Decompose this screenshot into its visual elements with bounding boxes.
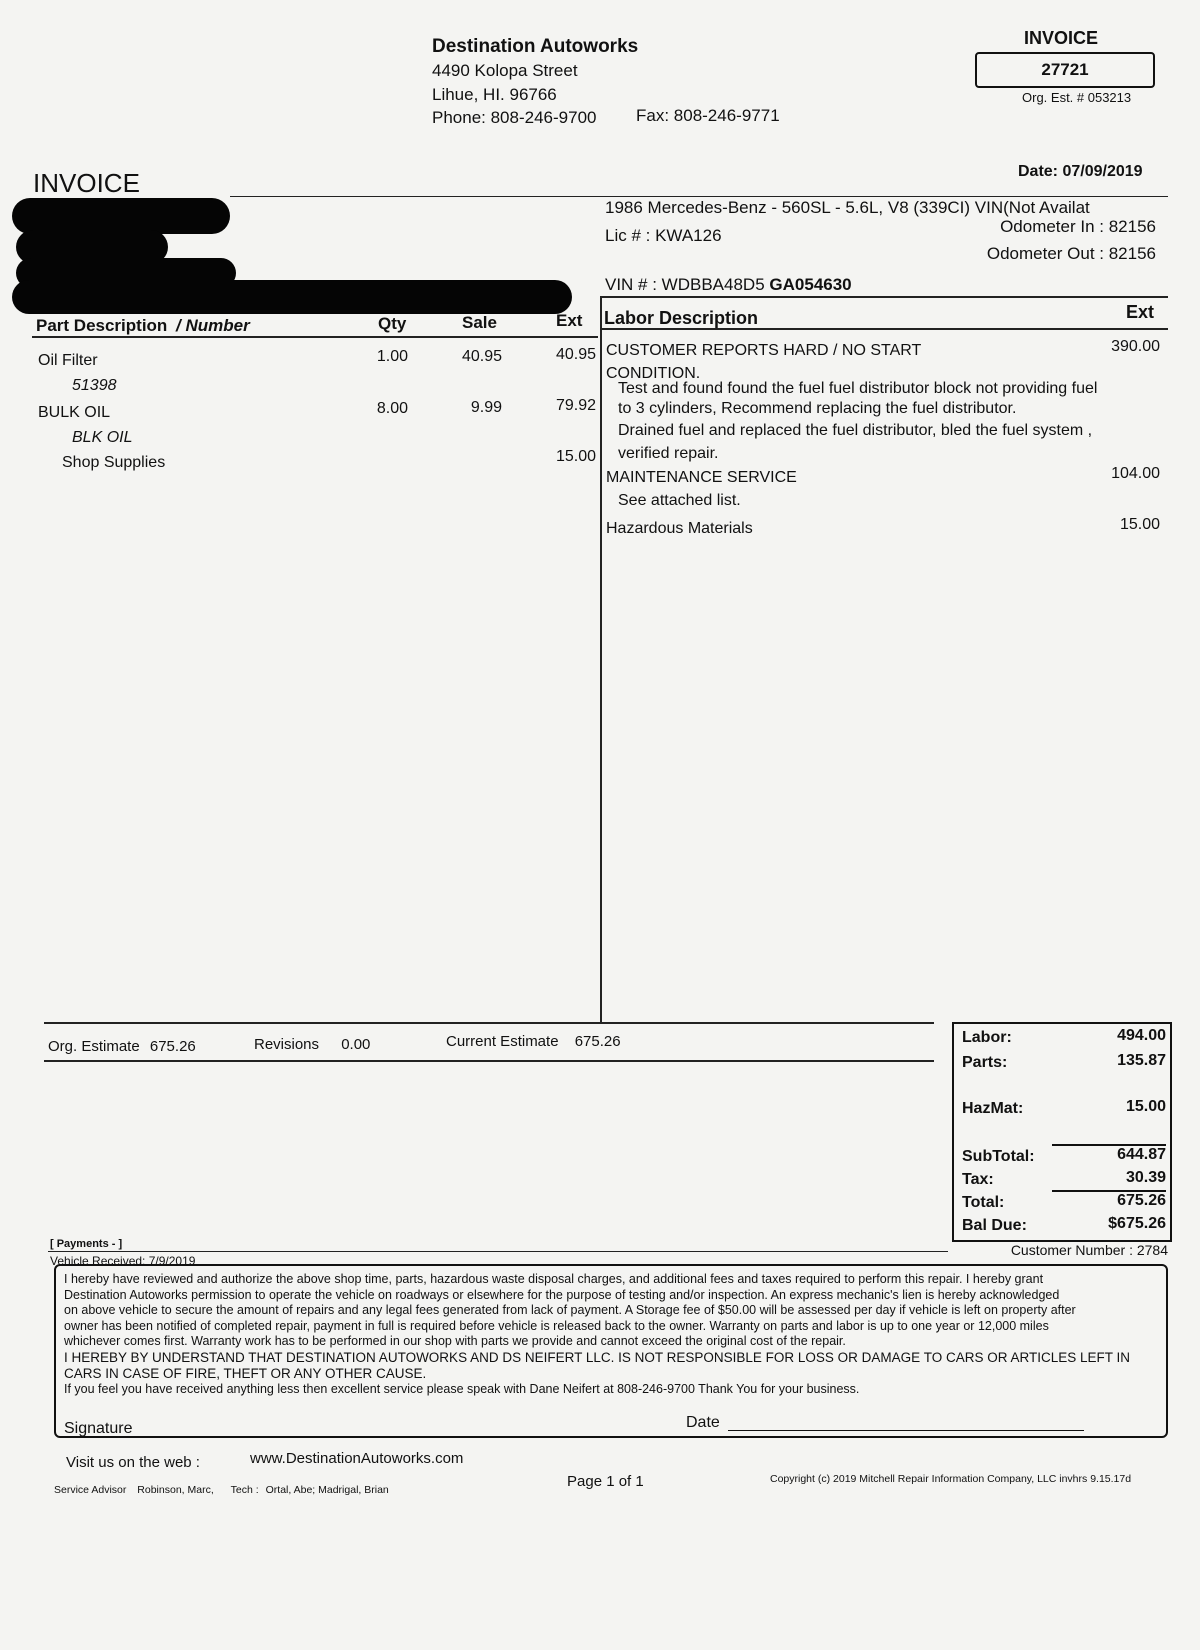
authorization-box <box>54 1264 1168 1438</box>
legal-service-line: If you feel you have received anything less then excellent service please speak with Dane Neifert at 808-246-9700 Thank You for your business. <box>64 1381 860 1396</box>
service-advisor-label: Service Advisor <box>54 1484 127 1496</box>
vin-suffix: GA054630 <box>769 275 852 294</box>
vehicle-received: Vehicle Received: 7/9/2019 <box>50 1254 196 1268</box>
hazmat-value: 15.00 <box>1125 1098 1166 1115</box>
copyright: Copyright (c) 2019 Mitchell Repair Information Company, LLC invhrs 9.15.17d <box>770 1473 1132 1485</box>
parts-total-value: 135.87 <box>1117 1052 1166 1069</box>
part-qty: 8.00 <box>376 400 408 417</box>
org-est-number: Org. Est. # 053213 <box>1022 90 1132 105</box>
labor-title: CUSTOMER REPORTS HARD / NO START <box>606 342 922 359</box>
redaction-bar <box>12 280 572 314</box>
company-phone: Phone: 808-246-9700 <box>432 108 597 127</box>
vehicle-description: 1986 Mercedes-Benz - 560SL - 5.6L, V8 (339CI) VIN(Not Availat <box>605 198 1090 217</box>
legal-line: I hereby have reviewed and authorize the above shop time, parts, hazardous waste disposal charges, and additional fees and taxes required to perform this repair. I hereby grant <box>64 1272 1044 1286</box>
labor-line: Test and found found the fuel fuel distributor block not providing fuel <box>618 380 1098 397</box>
parts-header-rule <box>32 336 598 338</box>
legal-text <box>64 1272 1160 1397</box>
estimate-bottom-rule <box>44 1060 934 1062</box>
redaction-bar <box>12 198 230 234</box>
revisions-label: Revisions <box>254 1036 320 1053</box>
part-ext: 40.95 <box>555 346 596 363</box>
subtotal-value: 644.87 <box>1117 1146 1166 1163</box>
odometer-out: Odometer Out : 82156 <box>986 244 1156 263</box>
part-name: BULK OIL <box>38 404 111 421</box>
signature-label: Signature <box>64 1420 133 1437</box>
labor-title: MAINTENANCE SERVICE <box>606 469 797 486</box>
labor-header-desc: Labor Description <box>604 308 759 328</box>
total-label: Total: <box>962 1194 1005 1211</box>
company-fax: Fax: 808-246-9771 <box>636 106 780 125</box>
parts-total-label: Parts: <box>962 1054 1008 1071</box>
labor-header-rule <box>600 328 1168 330</box>
parts-header-ext: Ext <box>556 311 583 330</box>
part-ext: 15.00 <box>555 448 596 465</box>
org-estimate-label: Org. Estimate <box>48 1038 140 1055</box>
labor-title-cont: CONDITION. <box>606 365 701 382</box>
part-name: Shop Supplies <box>62 454 166 471</box>
labor-total-value: 494.00 <box>1117 1027 1166 1044</box>
date-label: Date <box>686 1414 720 1431</box>
legal-line: on above vehicle to secure the amount of repairs and any legal fees generated from lack of payment. A Storage fee of $50.00 will be assessed per day if vehicle is left on property after <box>64 1303 1076 1317</box>
tech-label: Tech : <box>230 1484 259 1496</box>
total-value: 675.26 <box>1117 1192 1166 1209</box>
labor-ext: 104.00 <box>1111 465 1160 482</box>
payments-rule <box>48 1251 948 1252</box>
labor-ext: 15.00 <box>1119 516 1160 533</box>
vin-prefix: VIN # : WDBBA48D5 <box>605 275 765 294</box>
legal-line: whichever comes first. Warranty work has to be performed in our shop with parts we provide and cannot exceed the original cost of the repair. <box>64 1334 846 1348</box>
totals-box <box>952 1022 1172 1242</box>
column-divider <box>600 296 602 1024</box>
invoice-label: INVOICE <box>1024 28 1099 48</box>
labor-line: to 3 cylinders, Recommend replacing the fuel distributor. <box>618 400 1017 417</box>
part-name: Oil Filter <box>38 352 98 369</box>
service-advisor-name: Robinson, Marc, <box>137 1484 214 1496</box>
tax-label: Tax: <box>962 1171 994 1188</box>
invoice-number: 27721 <box>975 52 1155 88</box>
part-sale: 40.95 <box>461 348 502 365</box>
parts-header-desc: Part Description <box>36 316 168 335</box>
revisions-value: 0.00 <box>341 1036 371 1053</box>
web-label: Visit us on the web : <box>66 1454 200 1471</box>
current-estimate-label: Current Estimate <box>446 1033 559 1050</box>
labor-line: See attached list. <box>618 492 741 509</box>
company-name: Destination Autoworks <box>432 36 639 57</box>
labor-ext: 390.00 <box>1111 338 1160 355</box>
invoice-date: Date: 07/09/2019 <box>1018 163 1143 180</box>
parts-header-number: / Number <box>176 316 250 335</box>
part-ext: 79.92 <box>555 397 596 414</box>
customer-number: Customer Number : 2784 <box>1010 1242 1168 1258</box>
tech-names: Ortal, Abe; Madrigal, Brian <box>265 1484 389 1496</box>
labor-line: verified repair. <box>618 445 719 462</box>
header-divider <box>230 196 1168 197</box>
date-line[interactable] <box>728 1430 1084 1431</box>
company-city: Lihue, HI. 96766 <box>432 85 557 104</box>
labor-header-ext: Ext <box>1126 302 1155 322</box>
signature-line[interactable] <box>144 1436 674 1437</box>
labor-line: Drained fuel and replaced the fuel distributor, bled the fuel system , <box>618 422 1093 439</box>
estimate-top-rule <box>44 1022 934 1024</box>
hazmat-label: HazMat: <box>962 1100 1024 1117</box>
vehicle-divider <box>600 296 1168 298</box>
bal-due-value: $675.26 <box>1108 1215 1166 1232</box>
current-estimate-value: 675.26 <box>574 1033 621 1050</box>
labor-title: Hazardous Materials <box>606 520 753 537</box>
part-number: BLK OIL <box>72 429 133 446</box>
parts-header-qty: Qty <box>378 314 407 333</box>
license-plate: Lic # : KWA126 <box>605 226 722 245</box>
legal-line: owner has been notified of completed repair, payment in full is required before vehicle is released back to the owner. Warranty on parts and labor is up to one year or 12,000 miles <box>64 1318 1049 1333</box>
labor-total-label: Labor: <box>962 1029 1012 1046</box>
page-number: Page 1 of 1 <box>567 1473 644 1490</box>
tax-value: 30.39 <box>1125 1169 1166 1186</box>
legal-caps-line: CARS IN CASE OF FIRE, THEFT OR ANY OTHER CAUSE. <box>64 1365 427 1381</box>
web-url[interactable]: www.DestinationAutoworks.com <box>250 1450 464 1467</box>
company-street: 4490 Kolopa Street <box>432 61 578 80</box>
part-number: 51398 <box>72 377 117 394</box>
legal-line: Destination Autoworks permission to operate the vehicle on roadways or elsewhere for the purpose of testing and/or inspection. An express mechanic's lien is hereby acknowledged <box>64 1287 1060 1302</box>
bal-due-label: Bal Due: <box>962 1217 1027 1234</box>
subtotal-label: SubTotal: <box>962 1148 1035 1165</box>
part-qty: 1.00 <box>376 348 408 365</box>
legal-caps-line: I HEREBY BY UNDERSTAND THAT DESTINATION AUTOWORKS AND DS NEIFERT LLC. IS NOT RESPONSIBLE FOR LOSS OR DAMAGE TO CARS OR ARTICLES LEFT IN <box>64 1349 1130 1365</box>
org-estimate-value: 675.26 <box>149 1038 196 1055</box>
part-sale: 9.99 <box>470 399 502 416</box>
parts-header-sale: Sale <box>462 313 497 332</box>
payments-label: [ Payments - ] <box>50 1238 123 1250</box>
odometer-in: Odometer In : 82156 <box>1000 217 1156 236</box>
doc-title: INVOICE <box>33 168 140 198</box>
